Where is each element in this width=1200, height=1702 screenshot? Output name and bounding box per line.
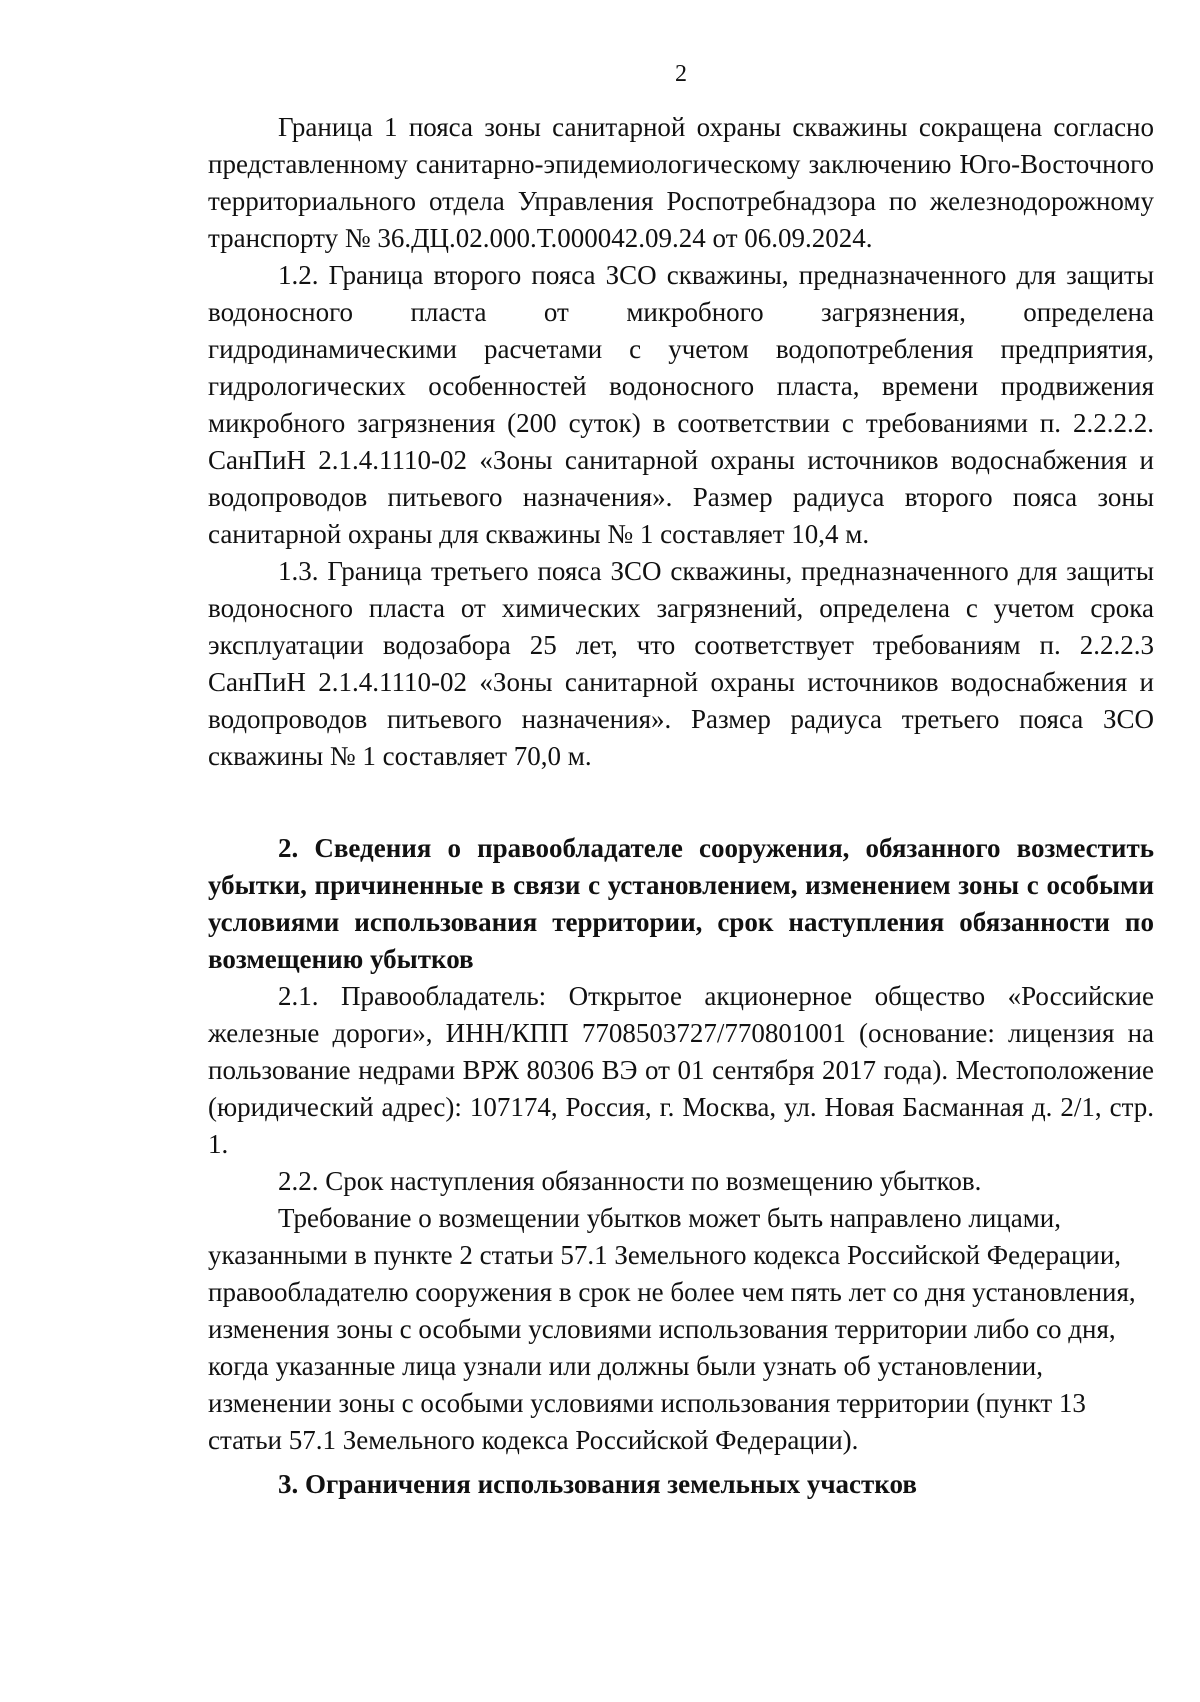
document-body — [208, 109, 1154, 1503]
paragraph-zone1-boundary: Граница 1 пояса зоны санитарной охраны скважины сокращена согласно представленному санитарно-эпидемиологическому заключению Юго-Восточного территориального отдела Управления Роспотребнадзора по железнодорожному транспорту № 36.ДЦ.02.000.Т.000042.09.24 от 06.09.2024. — [208, 112, 1154, 253]
paragraph-1-2: 1.2. Граница второго пояса ЗСО скважины, предназначенного для защиты водоносного пласта от микробного загрязнения, определена гидродинамическими расчетами с учетом водопотребления предприятия, гидрологических особенностей водоносного пласта, времени продвижения микробного загрязнения (200 суток) в соответствии с требованиями п. 2.2.2.2. СанПиН 2.1.4.1110-02 «Зоны санитарной охраны источников водоснабжения и водопроводов питьевого назначения». Размер радиуса второго пояса зоны санитарной охраны для скважины № 1 составляет 10,4 м. — [208, 260, 1154, 549]
section-3-heading: 3. Ограничения использования земельных участков — [278, 1469, 917, 1499]
paragraph-1-3: 1.3. Граница третьего пояса ЗСО скважины, предназначенного для защиты водоносного пласта от химических загрязнений, определена с учетом срока эксплуатации водозабора 25 лет, что соответствует требованиям п. 2.2.2.3 СанПиН 2.1.4.1110-02 «Зоны санитарной охраны источников водоснабжения и водопроводов питьевого назначения». Размер радиуса третьего пояса ЗСО скважины № 1 составляет 70,0 м. — [208, 556, 1154, 771]
paragraph-2-1: 2.1. Правообладатель: Открытое акционерное общество «Российские железные дороги», ИНН/КПП 7708503727/770801001 (основание: лицензия на пользование недрами ВРЖ 80306 ВЭ от 01 сентября 2017 года). Местоположение (юридический адрес): 107174, Россия, г. Москва, ул. Новая Басманная д. 2/1, стр. 1. — [208, 981, 1154, 1159]
section-2-heading: 2. Сведения о правообладателе сооружения, обязанного возместить убытки, причиненные в связи с установлением, изменением зоны с особыми условиями использования территории, срок наступления обязанности по возмещению убытков — [208, 833, 1154, 974]
section-spacer — [208, 1459, 1154, 1466]
section-spacer — [208, 775, 1154, 830]
page-number: 2 — [675, 61, 687, 87]
paragraph-2-2: 2.2. Срок наступления обязанности по возмещению убытков. — [278, 1166, 982, 1196]
paragraph-2-2-body: Требование о возмещении убытков может быть направлено лицами, указанными в пункте 2 статьи 57.1 Земельного кодекса Российской Федерации, правообладателю сооружения в срок не более чем пять лет со дня установления, изменения зоны с особыми условиями использования территории либо со дня, когда указанные лица узнали или должны были узнать об установлении, изменении зоны с особыми условиями использования территории (пункт 13 статьи 57.1 Земельного кодекса Российской Федерации). — [208, 1203, 1136, 1455]
